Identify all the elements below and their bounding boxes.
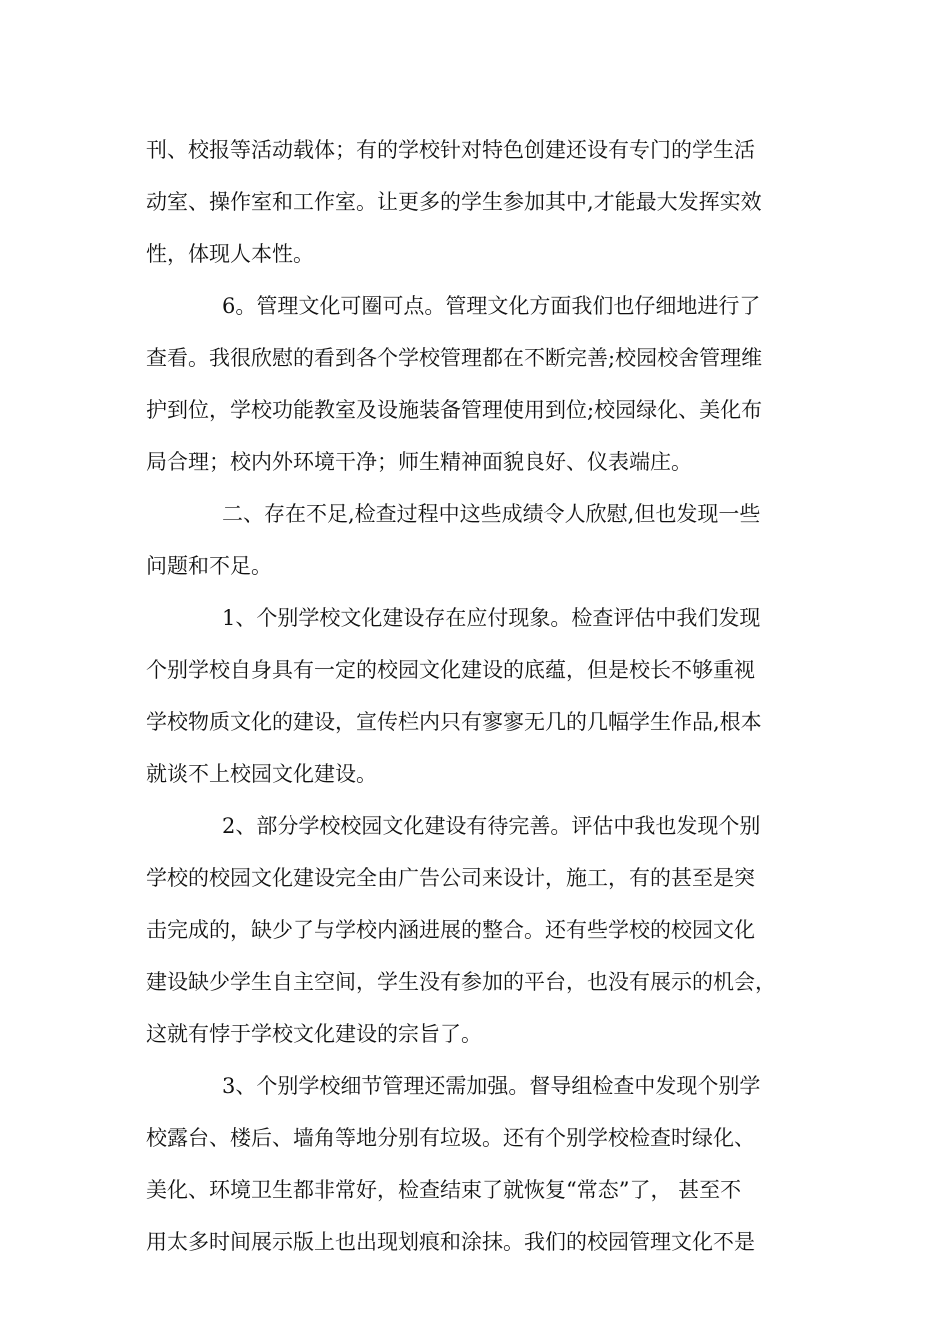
text-line: 动室、操作室和工作室。让更多的学生参加其中,才能最大发挥实效	[146, 190, 762, 214]
text-line: 用太多时间展示版上也出现划痕和涂抹。我们的校园管理文化不是	[146, 1230, 755, 1254]
text-line: 局合理；校内外环境干净；师生精神面貌良好、仪表端庄。	[146, 450, 692, 474]
text-line: 性，体现人本性。	[146, 242, 314, 266]
text-line: 个别学校自身具有一定的校园文化建设的底蕴，但是校长不够重视	[146, 658, 755, 682]
paragraph-first-line: 2、部分学校校园文化建设有待完善。评估中我也发现个别	[222, 814, 761, 838]
paragraph-first-line: 1、个别学校文化建设存在应付现象。检查评估中我们发现	[222, 606, 761, 630]
text-line: 建设缺少学生自主空间，学生没有参加的平台，也没有展示的机会，	[146, 970, 776, 994]
text-line: 刊、校报等活动载体；有的学校针对特色创建还设有专门的学生活	[146, 138, 755, 162]
text-line: 学校物质文化的建设，宣传栏内只有寥寥无几的几幅学生作品,根本	[146, 710, 762, 734]
text-line: 问题和不足。	[146, 554, 272, 578]
paragraph-first-line: 6。管理文化可圈可点。管理文化方面我们也仔细地进行了	[222, 294, 761, 318]
text-line: 美化、环境卫生都非常好，检查结束了就恢复“常态”了， 甚至不	[146, 1178, 742, 1202]
body-text	[146, 128, 806, 1272]
text-line: 击完成的，缺少了与学校内涵进展的整合。还有些学校的校园文化	[146, 918, 755, 942]
text-line: 就谈不上校园文化建设。	[146, 762, 377, 786]
section-heading-line: 二、存在不足,检查过程中这些成绩令人欣慰,但也发现一些	[222, 502, 761, 526]
paragraph-first-line: 3、个别学校细节管理还需加强。督导组检查中发现个别学	[222, 1074, 761, 1098]
text-line: 校露台、楼后、墙角等地分别有垃圾。还有个别学校检查时绿化、	[146, 1126, 755, 1150]
text-line: 这就有悖于学校文化建设的宗旨了。	[146, 1022, 482, 1046]
text-line: 学校的校园文化建设完全由广告公司来设计，施工，有的甚至是突	[146, 866, 755, 890]
text-line: 护到位，学校功能教室及设施装备管理使用到位;校园绿化、美化布	[146, 398, 763, 422]
text-line: 查看。我很欣慰的看到各个学校管理都在不断完善;校园校舍管理维	[146, 346, 763, 370]
